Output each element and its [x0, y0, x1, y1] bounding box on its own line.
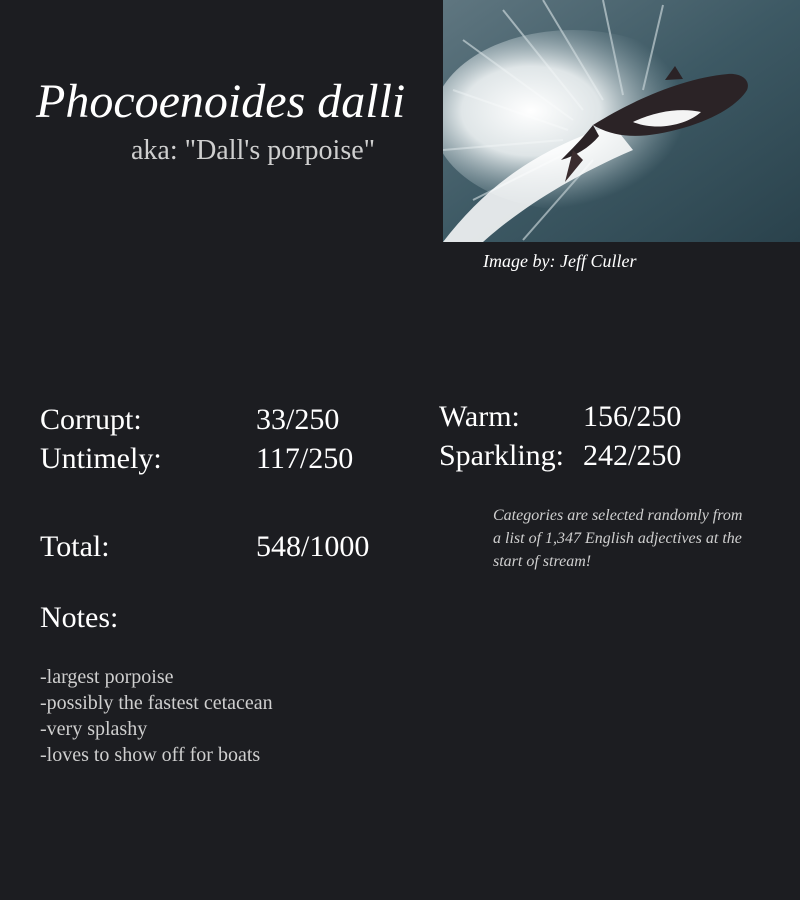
stat-label-warm: Warm:	[439, 400, 520, 433]
stat-label-sparkling: Sparkling:	[439, 439, 564, 472]
list-item: -largest porpoise	[40, 666, 174, 688]
notes-list	[40, 664, 273, 768]
stat-label-corrupt: Corrupt:	[40, 403, 142, 436]
list-item: -possibly the fastest cetacean	[40, 692, 273, 714]
stat-value-corrupt: 33/250	[256, 403, 340, 436]
image-credit: Image by: Jeff Culler	[483, 251, 637, 271]
stat-value-warm: 156/250	[583, 400, 682, 433]
notes-heading: Notes:	[40, 601, 119, 634]
stat-value-untimely: 117/250	[256, 442, 354, 475]
species-common-name: aka: "Dall's porpoise"	[131, 135, 376, 166]
categories-disclaimer: Categories are selected randomly from a list of 1,347 English adjectives at the start of stream!	[493, 507, 743, 570]
porpoise-photo	[443, 0, 800, 242]
species-scientific-name: Phocoenoides dalli	[36, 75, 406, 128]
total-value: 548/1000	[256, 530, 370, 563]
list-item: -loves to show off for boats	[40, 744, 261, 766]
total-label: Total:	[40, 530, 110, 563]
stat-value-sparkling: 242/250	[583, 439, 682, 472]
list-item: -very splashy	[40, 718, 148, 740]
stat-label-untimely: Untimely:	[40, 442, 162, 475]
